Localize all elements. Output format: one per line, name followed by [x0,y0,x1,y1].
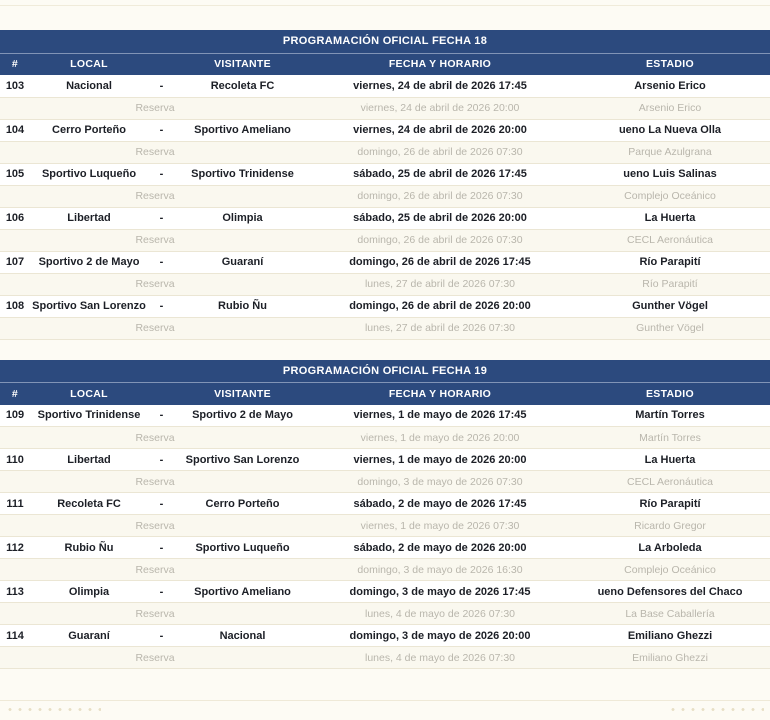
reserve-label: Reserva [0,515,310,537]
match-row [0,625,770,647]
match-row [0,119,770,141]
reserve-stadium: CECL Aeronáutica [570,471,770,493]
local-team: Cerro Porteño [30,119,148,141]
stadium: Gunther Vögel [570,295,770,317]
visiting-team: Sportivo Trinidense [175,163,310,185]
separator-dash: - [148,295,175,317]
local-team: Sportivo Trinidense [30,405,148,427]
visiting-team: Cerro Porteño [175,493,310,515]
reserve-label: Reserva [0,97,310,119]
stadium: Río Parapití [570,493,770,515]
match-row [0,251,770,273]
match-number: 104 [0,119,30,141]
match-datetime: sábado, 2 de mayo de 2026 20:00 [310,537,570,559]
col-header-separator [148,383,175,405]
match-datetime: domingo, 26 de abril de 2026 20:00 [310,295,570,317]
col-header-estadio: ESTADIO [570,383,770,405]
stadium: La Huerta [570,449,770,471]
column-header-row [0,53,770,75]
reserve-row [0,185,770,207]
reserve-datetime: domingo, 3 de mayo de 2026 07:30 [310,471,570,493]
local-team: Sportivo 2 de Mayo [30,251,148,273]
stadium: ueno Luis Salinas [570,163,770,185]
table-body [0,405,770,669]
reserve-row [0,647,770,669]
match-number: 105 [0,163,30,185]
reserve-label: Reserva [0,427,310,449]
local-team: Nacional [30,75,148,97]
match-datetime: sábado, 2 de mayo de 2026 17:45 [310,493,570,515]
local-team: Rubio Ñu [30,537,148,559]
local-team: Libertad [30,449,148,471]
stadium: La Arboleda [570,537,770,559]
separator-dash: - [148,625,175,647]
reserve-row [0,427,770,449]
reserve-label: Reserva [0,185,310,207]
match-row [0,493,770,515]
match-number: 111 [0,493,30,515]
visiting-team: Guaraní [175,251,310,273]
col-header-separator [148,53,175,75]
reserve-datetime: domingo, 26 de abril de 2026 07:30 [310,141,570,163]
match-datetime: sábado, 25 de abril de 2026 20:00 [310,207,570,229]
reserve-stadium: La Base Caballería [570,603,770,625]
reserve-row [0,515,770,537]
match-datetime: viernes, 24 de abril de 2026 20:00 [310,119,570,141]
match-datetime: domingo, 3 de mayo de 2026 17:45 [310,581,570,603]
top-divider [0,5,770,6]
reserve-label: Reserva [0,141,310,163]
visiting-team: Sportivo Ameliano [175,581,310,603]
reserve-stadium: Martín Torres [570,427,770,449]
reserve-row [0,273,770,295]
reserve-row [0,141,770,163]
stadium: ueno Defensores del Chaco [570,581,770,603]
match-datetime: domingo, 26 de abril de 2026 17:45 [310,251,570,273]
col-header-local: LOCAL [30,53,148,75]
match-datetime: viernes, 1 de mayo de 2026 17:45 [310,405,570,427]
reserve-label: Reserva [0,471,310,493]
table-title-row [0,360,770,383]
reserve-datetime: viernes, 24 de abril de 2026 20:00 [310,97,570,119]
match-number: 114 [0,625,30,647]
reserve-stadium: Complejo Oceánico [570,559,770,581]
col-header-fecha-horario: FECHA Y HORARIO [310,383,570,405]
column-header-row [0,383,770,405]
match-datetime: domingo, 3 de mayo de 2026 20:00 [310,625,570,647]
match-row [0,405,770,427]
reserve-datetime: viernes, 1 de mayo de 2026 20:00 [310,427,570,449]
reserve-row [0,471,770,493]
table-title: PROGRAMACIÓN OFICIAL FECHA 19 [0,360,770,383]
reserve-stadium: Complejo Oceánico [570,185,770,207]
reserve-label: Reserva [0,317,310,339]
reserve-datetime: lunes, 4 de mayo de 2026 07:30 [310,647,570,669]
reserve-datetime: domingo, 26 de abril de 2026 07:30 [310,229,570,251]
local-team: Olimpia [30,581,148,603]
match-datetime: viernes, 1 de mayo de 2026 20:00 [310,449,570,471]
visiting-team: Sportivo 2 de Mayo [175,405,310,427]
reserve-row [0,97,770,119]
reserve-label: Reserva [0,559,310,581]
local-team: Recoleta FC [30,493,148,515]
separator-dash: - [148,493,175,515]
match-datetime: viernes, 24 de abril de 2026 17:45 [310,75,570,97]
match-number: 103 [0,75,30,97]
match-row [0,295,770,317]
reserve-stadium: Río Parapití [570,273,770,295]
col-header-visitante: VISITANTE [175,53,310,75]
schedule-table [0,360,770,670]
separator-dash: - [148,163,175,185]
separator-dash: - [148,581,175,603]
reserve-datetime: domingo, 26 de abril de 2026 07:30 [310,185,570,207]
visiting-team: Nacional [175,625,310,647]
match-row [0,537,770,559]
bottom-divider [0,700,770,701]
match-row [0,163,770,185]
local-team: Guaraní [30,625,148,647]
separator-dash: - [148,537,175,559]
reserve-datetime: lunes, 27 de abril de 2026 07:30 [310,273,570,295]
match-number: 113 [0,581,30,603]
col-header-fecha-horario: FECHA Y HORARIO [310,53,570,75]
visiting-team: Recoleta FC [175,75,310,97]
separator-dash: - [148,251,175,273]
stadium: Arsenio Erico [570,75,770,97]
match-row [0,75,770,97]
local-team: Sportivo San Lorenzo [30,295,148,317]
visiting-team: Sportivo Ameliano [175,119,310,141]
reserve-label: Reserva [0,273,310,295]
decorative-dots-left [5,707,101,712]
separator-dash: - [148,75,175,97]
visiting-team: Sportivo Luqueño [175,537,310,559]
col-header-local: LOCAL [30,383,148,405]
match-number: 106 [0,207,30,229]
col-header-number: # [0,383,30,405]
separator-dash: - [148,405,175,427]
stadium: Río Parapití [570,251,770,273]
reserve-row [0,603,770,625]
decorative-dots-right [668,707,764,712]
reserve-stadium: CECL Aeronáutica [570,229,770,251]
table-title: PROGRAMACIÓN OFICIAL FECHA 18 [0,30,770,53]
match-number: 109 [0,405,30,427]
match-row [0,207,770,229]
local-team: Libertad [30,207,148,229]
stadium: Martín Torres [570,405,770,427]
visiting-team: Sportivo San Lorenzo [175,449,310,471]
schedule-table [0,30,770,340]
match-number: 112 [0,537,30,559]
separator-dash: - [148,119,175,141]
stadium: La Huerta [570,207,770,229]
reserve-label: Reserva [0,229,310,251]
stadium: ueno La Nueva Olla [570,119,770,141]
separator-dash: - [148,449,175,471]
reserve-datetime: viernes, 1 de mayo de 2026 07:30 [310,515,570,537]
match-row [0,581,770,603]
visiting-team: Olimpia [175,207,310,229]
table-body [0,75,770,339]
reserve-label: Reserva [0,647,310,669]
col-header-number: # [0,53,30,75]
visiting-team: Rubio Ñu [175,295,310,317]
col-header-visitante: VISITANTE [175,383,310,405]
separator-dash: - [148,207,175,229]
table-title-row [0,30,770,53]
reserve-stadium: Arsenio Erico [570,97,770,119]
reserve-row [0,317,770,339]
reserve-stadium: Parque Azulgrana [570,141,770,163]
reserve-datetime: domingo, 3 de mayo de 2026 16:30 [310,559,570,581]
reserve-label: Reserva [0,603,310,625]
col-header-estadio: ESTADIO [570,53,770,75]
reserve-row [0,559,770,581]
match-datetime: sábado, 25 de abril de 2026 17:45 [310,163,570,185]
reserve-stadium: Gunther Vögel [570,317,770,339]
reserve-stadium: Ricardo Gregor [570,515,770,537]
match-number: 110 [0,449,30,471]
reserve-row [0,229,770,251]
match-number: 107 [0,251,30,273]
local-team: Sportivo Luqueño [30,163,148,185]
reserve-stadium: Emiliano Ghezzi [570,647,770,669]
reserve-datetime: lunes, 27 de abril de 2026 07:30 [310,317,570,339]
stadium: Emiliano Ghezzi [570,625,770,647]
reserve-datetime: lunes, 4 de mayo de 2026 07:30 [310,603,570,625]
match-number: 108 [0,295,30,317]
match-row [0,449,770,471]
